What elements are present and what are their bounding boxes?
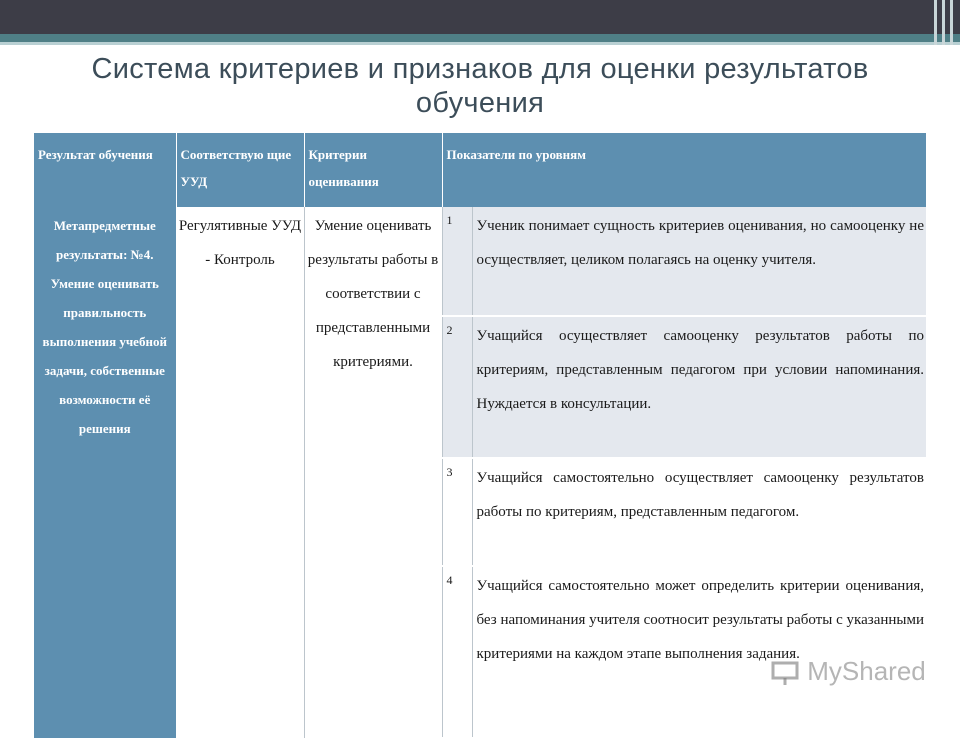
level-text	[472, 316, 926, 458]
uud-cell	[176, 207, 304, 738]
presentation-icon	[770, 660, 800, 686]
level-number: 4	[442, 566, 472, 738]
top-accent-bar	[0, 34, 960, 42]
learning-result-cell: Метапредметные результаты: №4. Умение оценивать правильность выполнения учебной задачи, собственные возможности её решения	[34, 207, 176, 738]
decor-line	[942, 0, 945, 45]
level-text-content: Учащийся самостоятельно осуществляет самооценку результатов работы по критериям, представленным педагогом.	[476, 470, 924, 520]
watermark-text: MyShared	[807, 656, 926, 686]
level-text	[472, 458, 926, 566]
header-result: Результат обучения	[34, 133, 176, 207]
header-levels: Показатели по уровням	[442, 133, 926, 207]
uud-title: Регулятивные УУД	[178, 218, 302, 234]
header-uud: Соответствую щие УУД	[176, 133, 304, 207]
header-row	[34, 133, 926, 207]
criteria-cell: Умение оценивать результаты работы в соответствии с представленными критериями.	[304, 207, 442, 738]
level-text	[472, 207, 926, 316]
header-criteria: Критерии оценивания	[304, 133, 442, 207]
top-bar	[0, 0, 960, 34]
slide-title: Система критериев и признаков для оценки результатов обучения	[91, 53, 869, 119]
decor-line	[950, 0, 953, 45]
level-number: 3	[442, 458, 472, 566]
level-number: 2	[442, 316, 472, 458]
level-text-content: Учащийся самостоятельно может определить критерии оценивания, без напоминания учителя соотносит результаты работы с указанными критериями на каждом этапе выполнения задания.	[476, 578, 924, 662]
level-text-content: Ученик понимает сущность критериев оценивания, но самооценку не осуществляет, целиком полагаясь на оценку учителя.	[476, 218, 924, 268]
uud-item: - Контроль	[205, 252, 275, 268]
level-row-1	[34, 207, 926, 316]
decor-line	[934, 0, 937, 45]
top-accent-line	[0, 42, 960, 45]
level-text	[472, 566, 926, 738]
criteria-table	[34, 133, 927, 739]
watermark	[770, 656, 926, 687]
level-number: 1	[442, 207, 472, 316]
level-text-content: Учащийся осуществляет самооценку результатов работы по критериям, представленным педагогом при условии напоминания. Нуждается в консультации.	[476, 328, 924, 412]
